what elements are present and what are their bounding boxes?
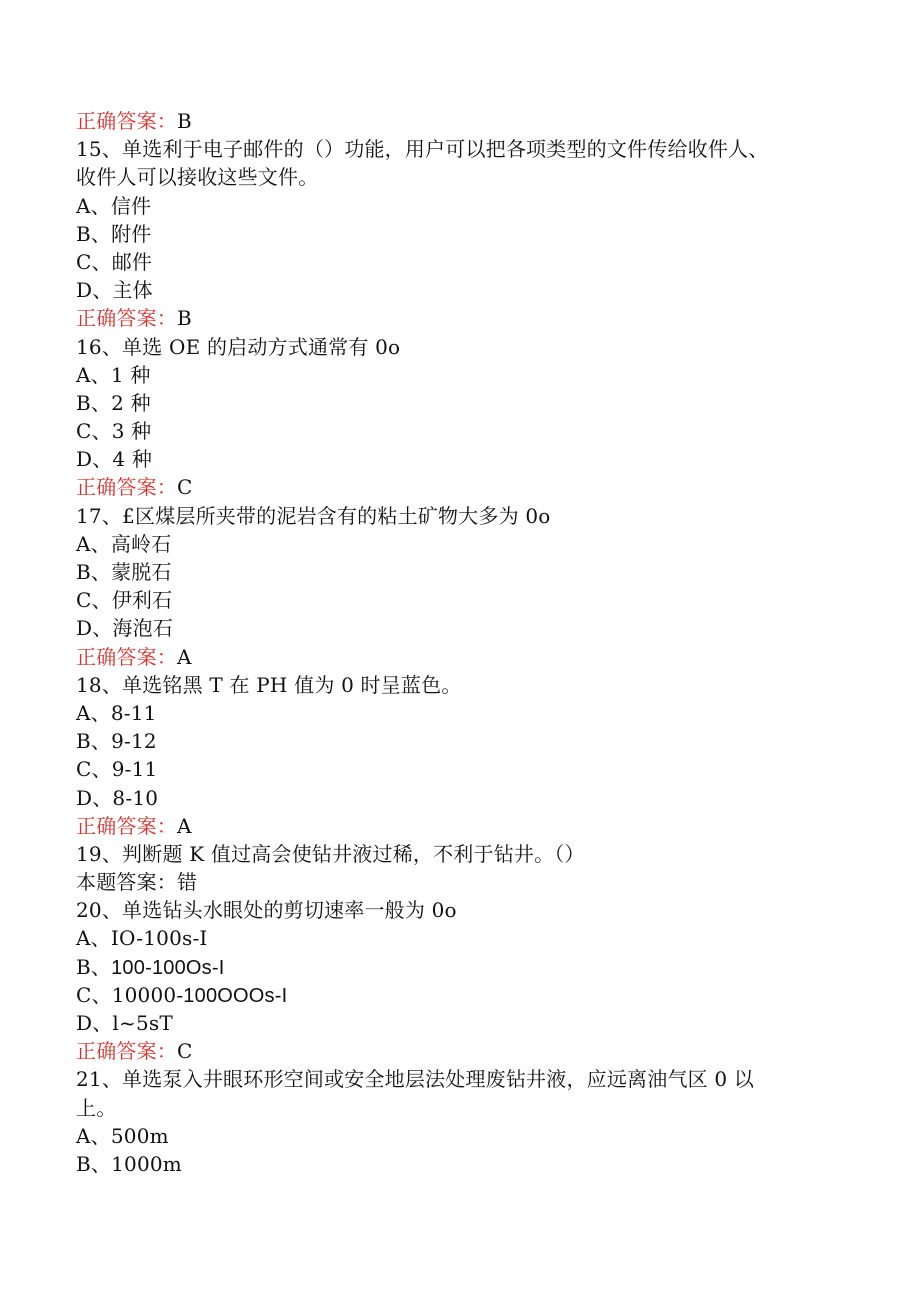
answer-label: 正确答案： [76,109,177,133]
option-line: C、9-11 [76,757,158,782]
answer-value: B [177,109,192,133]
option-prefix: C、10000- [76,982,184,1007]
question-line: 收件人可以接收这些文件。 [76,165,319,190]
question-line: 上。 [76,1095,117,1120]
option-line: B、9-12 [76,729,157,754]
option-line [76,981,836,1009]
question-line: 17、£区煤层所夹带的泥岩含有的粘土矿物大多为 0o [76,503,551,528]
correct-answer-line [76,473,836,501]
answer-value: A [177,813,192,838]
answer-label: 正确答案： [76,306,177,331]
option-line: D、4 种 [76,447,153,472]
correct-answer-line [76,1037,836,1065]
option-line: B、蒙脱石 [76,560,172,584]
correct-answer-line [76,107,836,135]
option-line: A、IO-100s-I [76,926,208,951]
option-line: A、8-11 [76,700,157,725]
question-line: 16、单选 OE 的启动方式通常有 0o [76,334,401,359]
option-line: A、500m [76,1123,169,1148]
question-line: 15、单选利于电子邮件的（）功能，用户可以把各项类型的文件传给收件人、 [76,137,769,162]
answer-value: A [177,644,192,669]
option-line: B、1000m [76,1151,182,1176]
option-line: D、主体 [76,278,153,303]
option-line: D、海泡石 [76,616,174,641]
option-line: A、信件 [76,193,152,218]
question-line: 21、单选泵入井眼环形空间或安全地层法处理废钻井液，应远离油气区 0 以 [76,1067,755,1092]
document-page [76,107,836,1178]
plain-answer-line: 本题答案：错 [76,870,198,895]
answer-value: C [177,1039,193,1064]
option-line: A、1 种 [76,362,151,387]
question-line: 19、判断题 K 值过高会使钻井液过稀，不利于钻井。（） [76,841,585,866]
answer-label: 正确答案： [76,644,177,669]
option-line: C、3 种 [76,419,152,444]
option-line [76,953,836,981]
answer-label: 正确答案： [76,813,177,838]
question-line: 20、单选钻头水眼处的剪切速率一般为 0o [76,898,457,923]
option-line: D、l~5sT [76,1011,173,1035]
answer-value: C [177,475,193,500]
option-rest: 100OOOs-I [183,984,288,1007]
option-line: A、高岭石 [76,531,172,556]
option-prefix: B、 [76,954,112,979]
answer-label: 正确答案： [76,475,177,500]
option-line: B、2 种 [76,390,151,415]
answer-value: B [177,306,192,331]
option-line: C、邮件 [76,249,153,274]
correct-answer-line [76,812,836,840]
option-line: D、8-10 [76,785,159,810]
option-rest: 100-100Os-I [111,956,225,979]
answer-label: 正确答案： [76,1039,177,1064]
correct-answer-line [76,304,836,332]
option-line: C、伊利石 [76,588,173,613]
question-line: 18、单选铭黑 T 在 PH 值为 0 时呈蓝色。 [76,672,462,697]
correct-answer-line [76,643,836,671]
option-line: B、附件 [76,221,152,246]
